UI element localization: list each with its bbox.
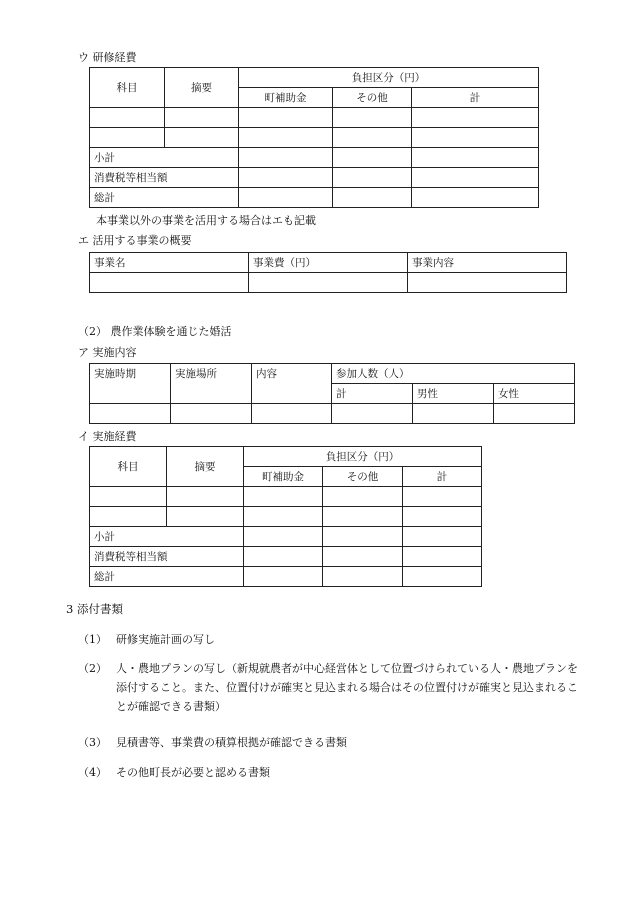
header-ninzu: 参加人数（人） <box>332 364 575 384</box>
header-sonota: その他 <box>323 467 403 487</box>
header-machi: 町補助金 <box>239 88 333 108</box>
header-basho: 実施場所 <box>171 364 252 404</box>
header-tekiyo: 摘要 <box>165 68 239 108</box>
header-tekiyo: 摘要 <box>167 447 244 487</box>
section-u-heading: ウ 研修経費 <box>78 51 137 64</box>
section-2a-heading: ア 実施内容 <box>78 346 137 359</box>
training-cost-table <box>89 67 539 208</box>
header-jigyohi: 事業費（円） <box>249 253 408 273</box>
table-row <box>90 507 482 527</box>
header-josei: 女性 <box>494 384 575 404</box>
header-futan: 負担区分（円） <box>239 68 539 88</box>
row-shohizei: 消費税等相当額 <box>90 547 244 567</box>
table-row <box>90 527 482 547</box>
section-3-heading: 3 添付書類 <box>66 602 123 616</box>
header-kei: 計 <box>332 384 413 404</box>
table-row <box>90 148 539 168</box>
project-summary-table <box>89 252 567 293</box>
section-2i-heading: イ 実施経費 <box>78 430 137 443</box>
item-text: 見積書等、事業費の積算根拠が確認できる書類 <box>116 736 347 749</box>
header-naiyo: 内容 <box>252 364 332 404</box>
row-sokei: 総計 <box>90 567 244 587</box>
row-shokei: 小計 <box>90 148 239 168</box>
implementation-cost-table <box>89 446 482 587</box>
row-shohizei: 消費税等相当額 <box>90 168 239 188</box>
implementation-table <box>89 363 575 424</box>
row-sokei: 総計 <box>90 188 239 208</box>
item-number: （4） <box>78 766 107 779</box>
item-text: 研修実施計画の写し <box>116 633 215 646</box>
header-jiki: 実施時期 <box>90 364 171 404</box>
table-row <box>90 567 482 587</box>
table-row <box>90 404 575 424</box>
table-row <box>90 168 539 188</box>
header-kamoku: 科目 <box>90 447 167 487</box>
header-kei: 計 <box>412 88 539 108</box>
item-number: （2） <box>78 662 107 675</box>
table-row <box>90 128 539 148</box>
row-shokei: 小計 <box>90 527 244 547</box>
header-dansei: 男性 <box>413 384 494 404</box>
table-row <box>90 487 482 507</box>
table-row <box>90 273 567 293</box>
header-jigyomei: 事業名 <box>90 253 249 273</box>
table-row <box>90 108 539 128</box>
header-machi: 町補助金 <box>244 467 323 487</box>
table-row <box>90 547 482 567</box>
item-text: 人・農地プランの写し（新規就農者が中心経営体として位置づけられている人・農地プランを添付すること。また、位置付けが確実と見込まれる場合はその位置付けが確実と見込まれることが確認できる書類） <box>116 662 578 713</box>
header-futan: 負担区分（円） <box>244 447 482 467</box>
header-kei: 計 <box>403 467 482 487</box>
header-kamoku: 科目 <box>90 68 165 108</box>
header-naiyo: 事業内容 <box>408 253 567 273</box>
note-text: 本事業以外の事業を活用する場合はエも記載 <box>96 214 316 227</box>
section-e-heading: エ 活用する事業の概要 <box>78 234 192 247</box>
item-number: （3） <box>78 736 107 749</box>
header-sonota: その他 <box>333 88 412 108</box>
item-text: その他町長が必要と認める書類 <box>116 766 270 779</box>
section-2-heading: （2） 農作業体験を通じた婚活 <box>78 325 232 338</box>
item-number: （1） <box>78 633 107 646</box>
table-row <box>90 188 539 208</box>
